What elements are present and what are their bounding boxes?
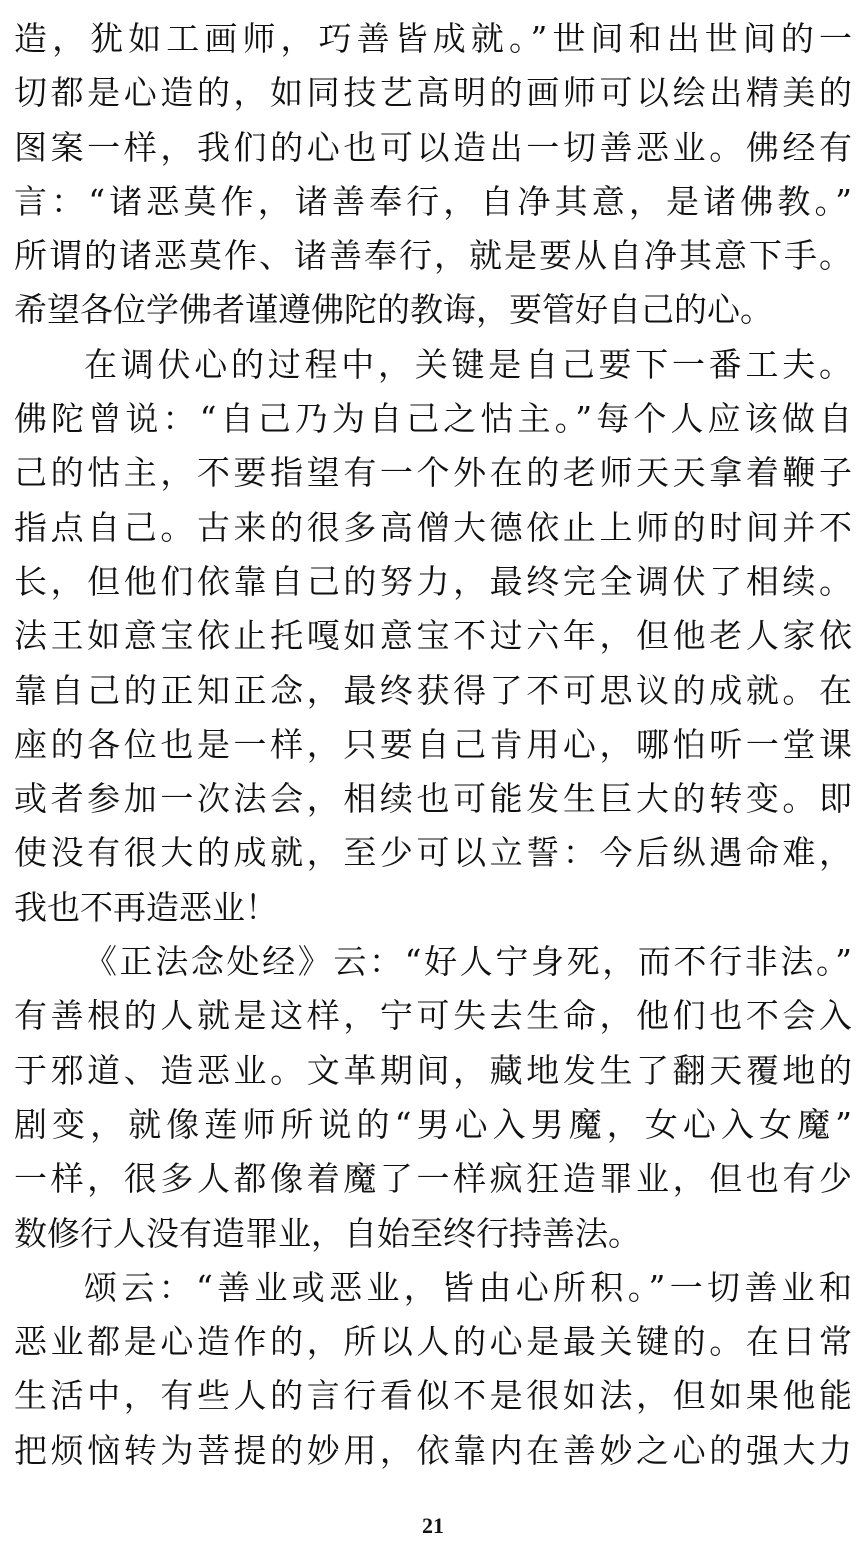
text-line: 数修行人没有造罪业，自始至终行持善法。: [14, 1213, 641, 1253]
paragraph: [14, 1261, 852, 1478]
text-line: 我也不再造恶业！: [14, 887, 278, 927]
text-line: 《正法念处经》云：“好人宁身死，而不行非法。”: [84, 942, 852, 982]
text-line: 于邪道、造恶业。文革期间，藏地发生了翻天覆地的: [14, 1050, 852, 1090]
text-line: 切都是心造的，如同技艺高明的画师可以绘出精美的: [14, 73, 852, 113]
page-number: 21: [422, 1513, 444, 1538]
text-line: 言：“诸恶莫作，诸善奉行，自净其意，是诸佛教。”: [14, 181, 852, 221]
text-line: 颂云：“善业或恶业，皆由心所积。”一切善业和: [84, 1267, 852, 1307]
body-text: [14, 12, 852, 1478]
text-line: 己的怙主，不要指望有一个外在的老师天天拿着鞭子: [14, 453, 852, 493]
text-line: 有善根的人就是这样，宁可失去生命，他们也不会入: [14, 996, 852, 1036]
text-line: 法王如意宝依止托嘎如意宝不过六年，但他老人家依: [14, 616, 852, 656]
text-line: 或者参加一次法会，相续也可能发生巨大的转变。即: [14, 779, 852, 819]
text-line: 佛陀曾说：“自己乃为自己之怙主。”每个人应该做自: [14, 399, 852, 439]
text-line: 指点自己。古来的很多高僧大德依止上师的时间并不: [14, 507, 852, 547]
text-line: 希望各位学佛者谨遵佛陀的教诲，要管好自己的心。: [14, 290, 773, 330]
text-line: 生活中，有些人的言行看似不是很如法，但如果他能: [14, 1376, 852, 1416]
text-line: 长，但他们依靠自己的努力，最终完全调伏了相续。: [14, 561, 852, 601]
text-line: 一样，很多人都像着魔了一样疯狂造罪业，但也有少: [14, 1159, 852, 1199]
text-line: 造，犹如工画师，巧善皆成就。”世间和出世间的一: [14, 19, 852, 58]
paragraph: [14, 935, 852, 1261]
text-line: 所谓的诸恶莫作、诸善奉行，就是要从自净其意下手。: [14, 236, 852, 276]
text-line: 座的各位也是一样，只要自己肯用心，哪怕听一堂课: [14, 724, 852, 764]
text-line: 使没有很大的成就，至少可以立誓：今后纵遇命难，: [14, 833, 852, 873]
text-line: 靠自己的正知正念，最终获得了不可思议的成就。在: [14, 670, 852, 710]
text-line: 图案一样，我们的心也可以造出一切善恶业。佛经有: [14, 127, 852, 167]
text-line: 把烦恼转为菩提的妙用，依靠内在善妙之心的强大力: [14, 1430, 852, 1470]
text-line: 恶业都是心造作的，所以人的心是最关键的。在日常: [14, 1322, 852, 1362]
text-line: 剧变，就像莲师所说的“男心入男魔，女心入女魔”: [14, 1104, 852, 1144]
paragraph: [14, 338, 852, 935]
text-line: 在调伏心的过程中，关键是自己要下一番工夫。: [84, 344, 852, 384]
paragraph: [14, 12, 852, 338]
